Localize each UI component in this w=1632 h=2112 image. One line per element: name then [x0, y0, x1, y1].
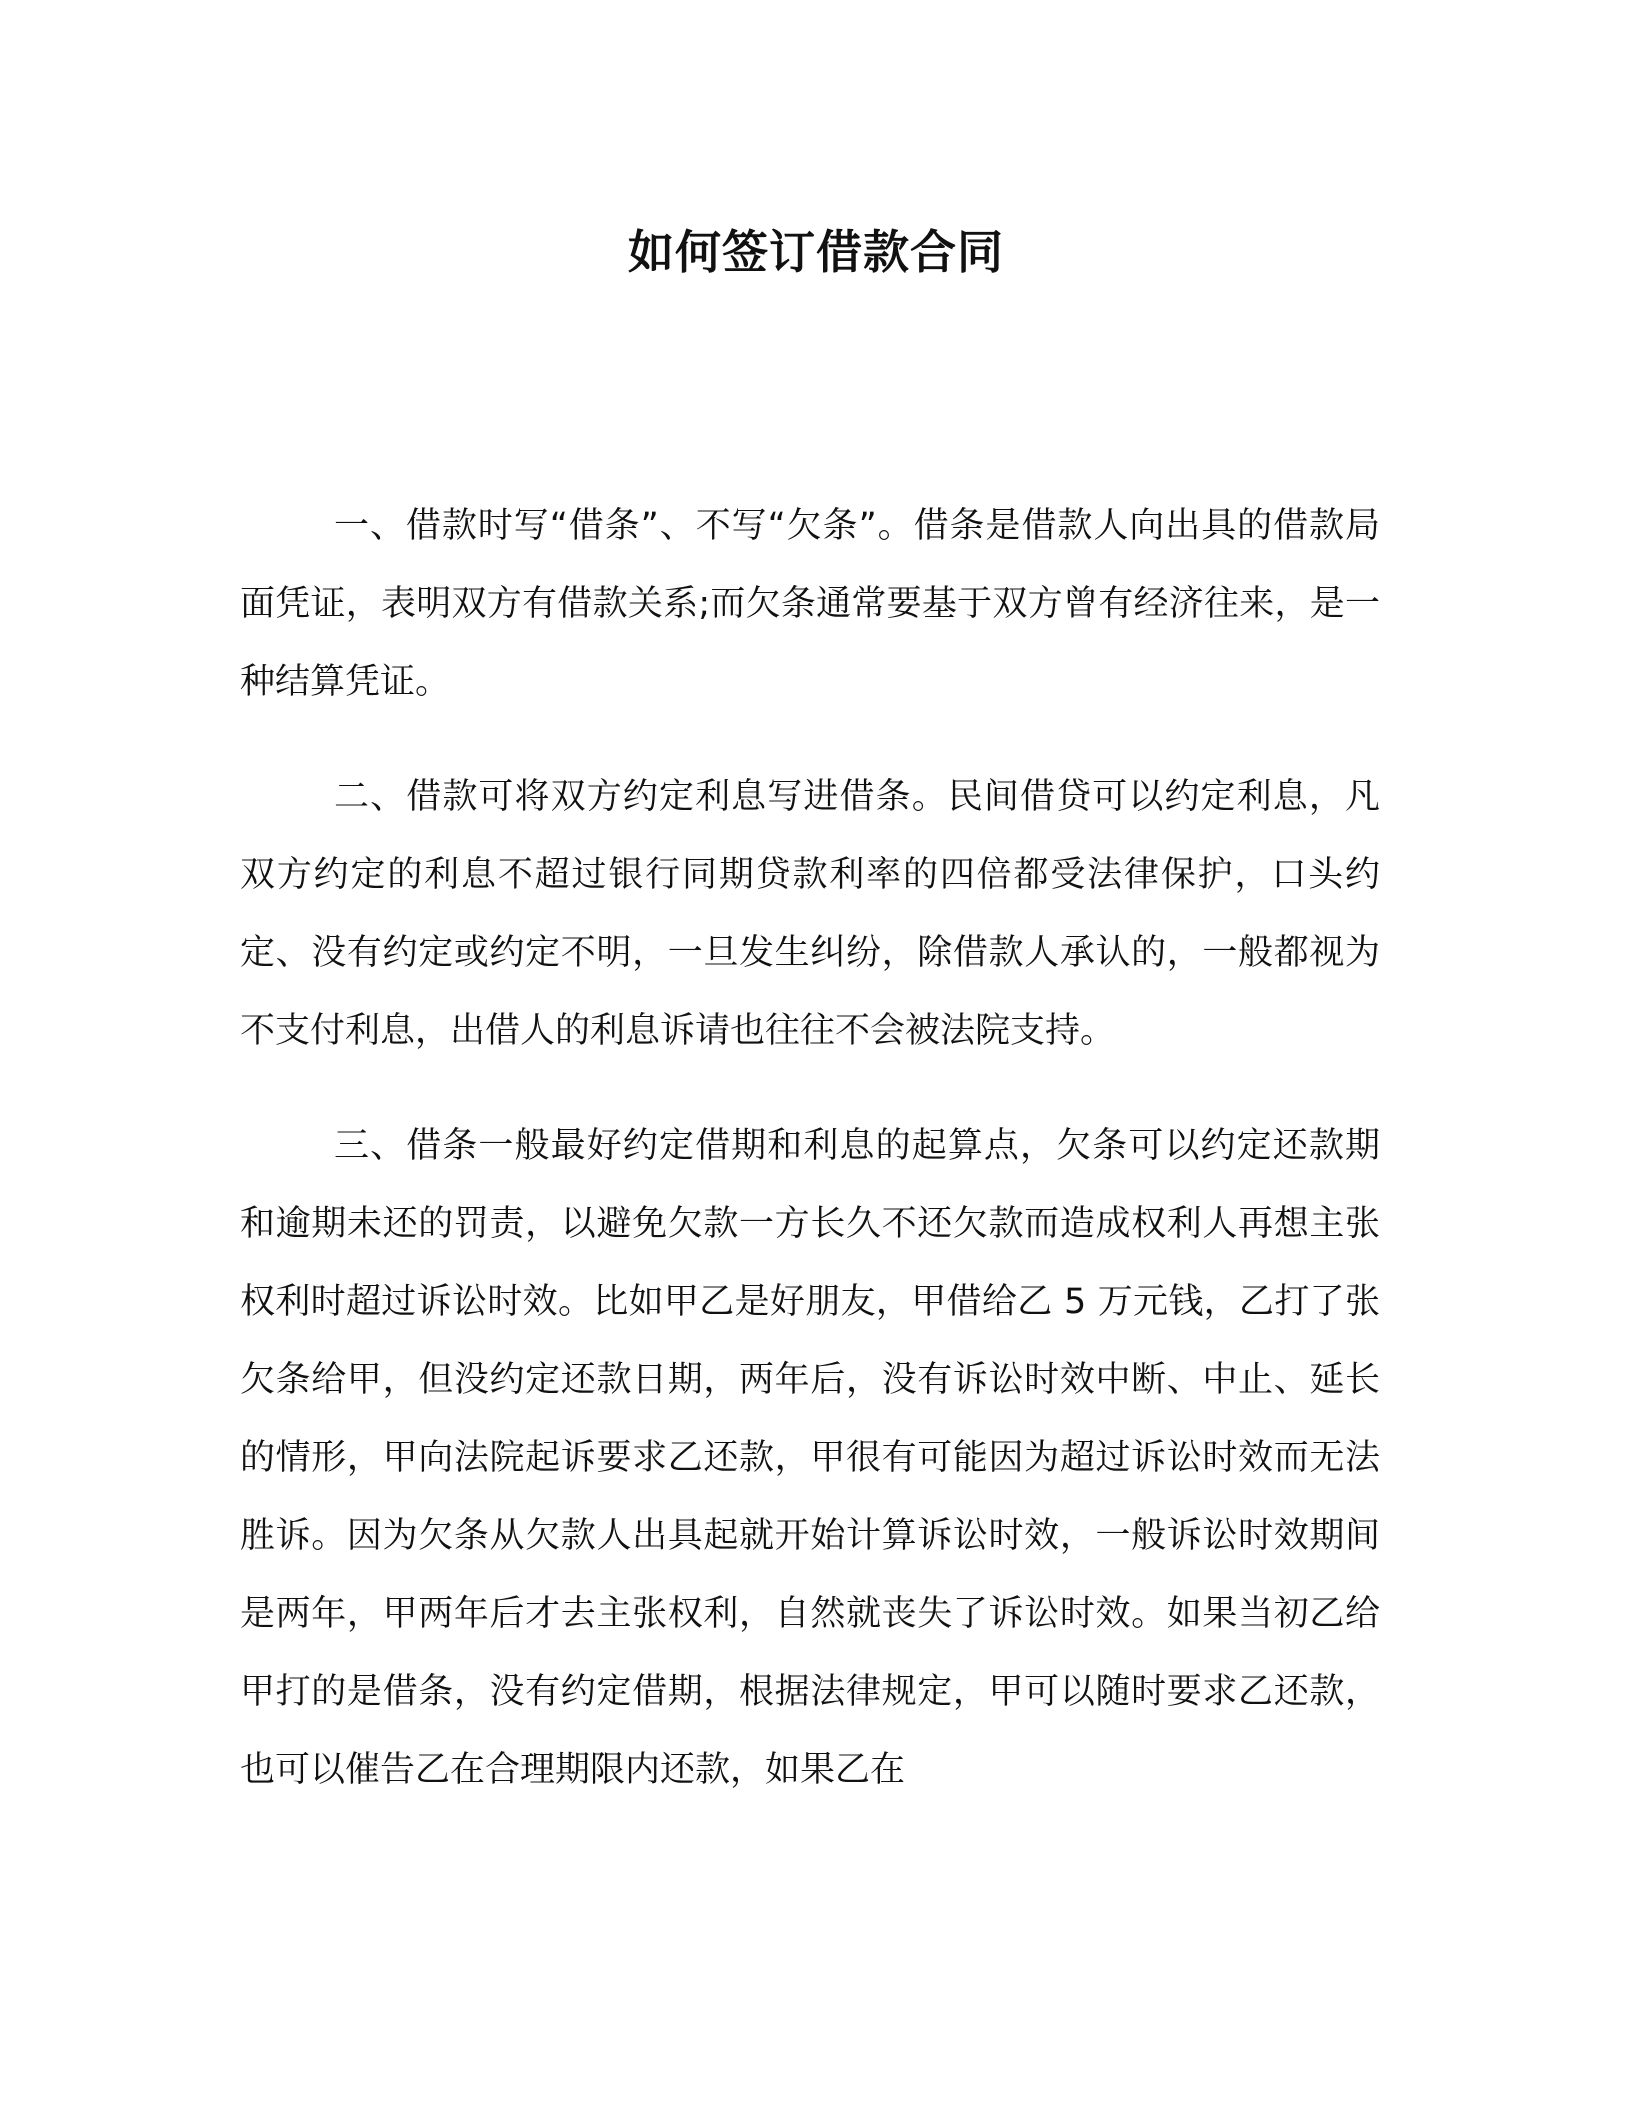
document-title: 如何签订借款合同: [628, 225, 1004, 279]
paragraph-2: 二、借款可将双方约定利息写进借条。民间借贷可以约定利息，凡双方约定的利息不超过银行同期贷款利率的四倍都受法律保护，口头约定、没有约定或约定不明，一旦发生纠纷，除借款人承认的，一般都视为不支付利息，出借人的利息诉请也往往不会被法院支持。: [240, 777, 1380, 1051]
document-body: [240, 487, 1380, 1846]
paragraph-1: 一、借款时写“借条”、不写“欠条”。借条是借款人向出具的借款局面凭证，表明双方有借款关系;而欠条通常要基于双方曾有经济往来，是一种结算凭证。: [240, 506, 1380, 702]
paragraph-3: 三、借条一般最好约定借期和利息的起算点，欠条可以约定还款期和逾期未还的罚责，以避免欠款一方长久不还欠款而造成权利人再想主张权利时超过诉讼时效。比如甲乙是好朋友，甲借给乙 5 万元钱，乙打了张欠条给甲，但没约定还款日期，两年后，没有诉讼时效中断、中止、延长的情形，甲向法院起诉要求乙还款，甲很有可能因为超过诉讼时效而无法胜诉。因为欠条从欠款人出具起就开始计算诉讼时效，一般诉讼时效期间是两年，甲两年后才去主张权利，自然就丧失了诉讼时效。如果当初乙给甲打的是借条，没有约定借期，根据法律规定，甲可以随时要求乙还款，也可以催告乙在合理期限内还款，如果乙在: [240, 1126, 1380, 1790]
